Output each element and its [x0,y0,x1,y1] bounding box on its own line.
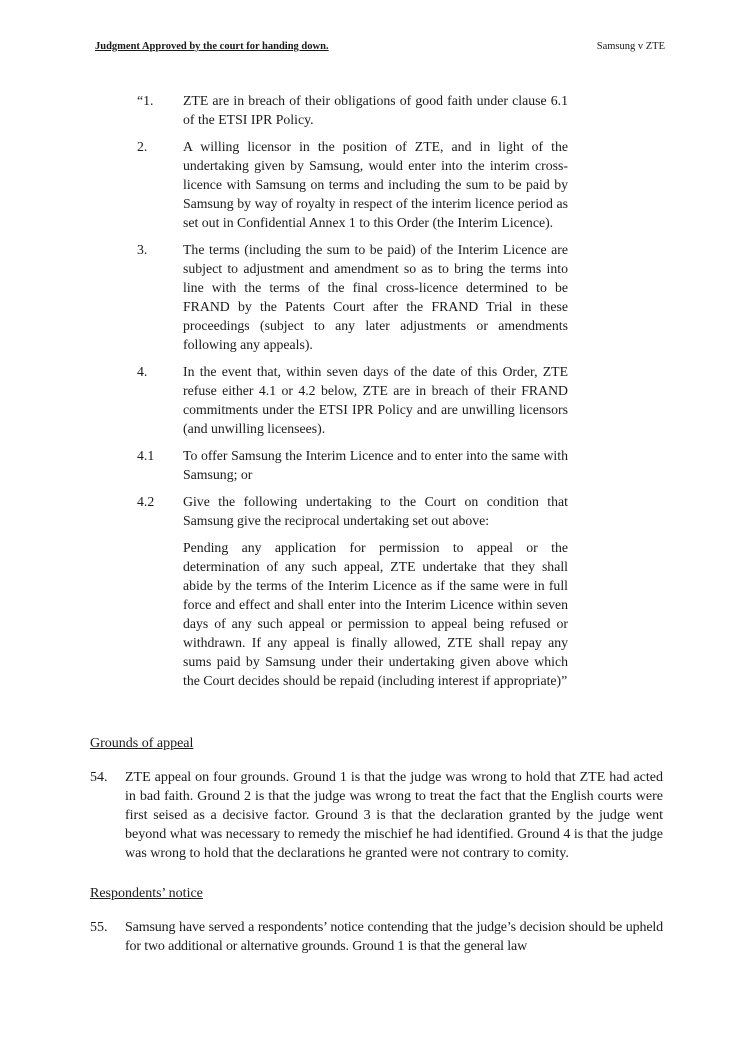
order-item-text: Give the following undertaking to the Court on condition that Samsung give the reciprocal undertaking set out above: [183,494,568,528]
order-item-4-1 [137,446,568,484]
order-item-number: 4.1 [137,448,155,463]
header-case-name: Samsung v ZTE [596,41,665,52]
section-heading-respondents-notice: Respondents’ notice [90,886,203,901]
order-item-text: The terms (including the sum to be paid) of the Interim Licence are subject to adjustment and amendment so as to bring the terms into line with the terms of the final cross-licence determined to be FRAND by the Patents Court after the FRAND Trial in these proceedings (subject to any later adjustments or amendments following any appeals). [183,242,568,352]
header-running-title: Judgment Approved by the court for handing down. [95,41,329,52]
order-item-3 [137,240,568,354]
order-item-text: To offer Samsung the Interim Licence and to enter into the same with Samsung; or [183,448,568,482]
order-item-4 [137,362,568,438]
order-item-2 [137,137,568,232]
section-heading-grounds-of-appeal: Grounds of appeal [90,736,194,751]
order-item-number: 4.2 [137,494,155,509]
undertaking-paragraph: Pending any application for permission to appeal or the determination of any such appeal, ZTE undertake that they shall abide by the terms of the Interim Licence as if the same were in full force and effect and shall enter into the Interim Licence within seven days of any such appeal or permission to appeal being refused or withdrawn. If any appeal is finally allowed, ZTE shall repay any sums paid by Samsung under their undertaking given above which the Court decides should be repaid (including interest if appropriate)” [183,540,568,688]
paragraph-text: Samsung have served a respondents’ notice contending that the judge’s decision should be upheld for two additional or alternative grounds. Ground 1 is that the general law [125,920,663,954]
order-item-text: In the event that, within seven days of the date of this Order, ZTE refuse either 4.1 or 4.2 below, ZTE are in breach of their FRAND commitments under the ETSI IPR Policy and are unwilling licensors (and unwilling licensees). [183,364,568,436]
page-header [95,41,665,52]
paragraph-55 [90,918,663,956]
order-item-number: “1. [137,93,154,108]
paragraph-text: ZTE appeal on four grounds. Ground 1 is that the judge was wrong to hold that ZTE had acted in bad faith. Ground 2 is that the judge was wrong to treat the fact that the English courts were first seised as a decisive factor. Ground 3 is that the declaration granted by the judge went beyond what was necessary to remedy the mischief he had identified. Ground 4 is that the judge was wrong to hold that the declarations he granted were not contrary to comity. [125,770,663,861]
paragraph-number: 55. [90,920,108,935]
order-item-text: A willing licensor in the position of ZTE, and in light of the undertaking given by Samsung, would enter into the interim cross-licence with Samsung on terms and including the sum to be paid by Samsung by way of royalty in respect of the interim licence period as set out in Confidential Annex 1 to this Order (the Interim Licence). [183,139,568,230]
order-item-4-2 [137,492,568,530]
paragraph-54 [90,768,663,863]
order-item-number: 2. [137,139,148,154]
order-item-number: 4. [137,364,148,379]
order-item-text: ZTE are in breach of their obligations of good faith under clause 6.1 of the ETSI IPR Policy. [183,93,568,127]
paragraph-number: 54. [90,770,108,785]
quoted-order-block [137,91,568,690]
order-item-number: 3. [137,242,148,257]
order-item-1 [137,91,568,129]
